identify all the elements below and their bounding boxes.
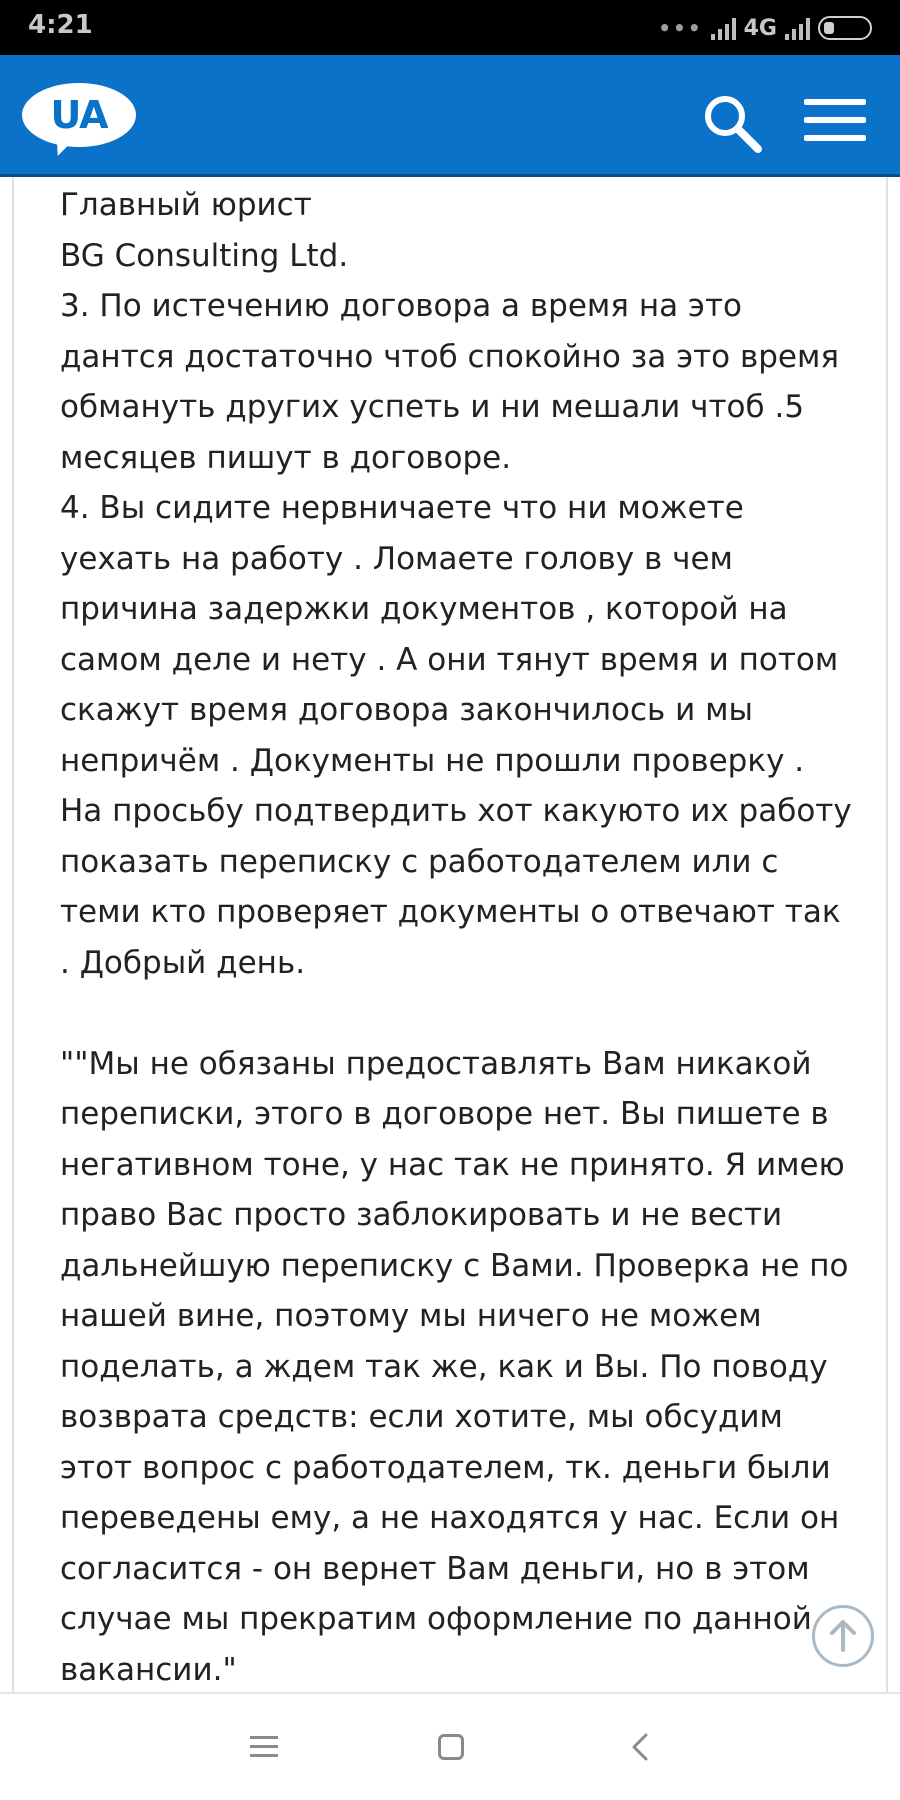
article-paragraph: На просьбу подтвердить хот какуюто их работу показать переписку с работодателем или с теми кто проверяет документы о отвечают так . Добрый день.	[60, 793, 852, 981]
article-quote: ""Мы не обязаны предоставлять Вам никакой переписки, этого в договоре нет. Вы пишете в негативном тоне, у нас так не принято. Я имею право Вас просто заблокировать и не вести дальнейшую переписку с Вами. Проверка не по нашей вине, поэтому мы ничего не можем поделать, а ждем так же, как и Вы. По поводу возврата средств: если хотите, мы обсудим этот вопрос с работодателем, тк. деньги были переведены ему, а не находятся у нас. Если он согласится - он вернет Вам деньги, но в этом случае мы прекратим оформление по данной вакансии."	[60, 1045, 849, 1688]
site-header	[0, 55, 900, 177]
status-time: 4:21	[28, 10, 93, 40]
network-type-label: 4G	[743, 15, 777, 41]
battery-icon	[818, 16, 872, 40]
article-paragraph: BG Consulting Ltd.	[60, 237, 349, 274]
arrow-up-circle-icon	[815, 1608, 871, 1664]
more-dots-icon: •••	[658, 16, 703, 40]
back-chevron-icon[interactable]	[628, 1732, 652, 1762]
article-body	[60, 180, 860, 1695]
status-bar	[0, 0, 900, 55]
home-square-icon[interactable]	[438, 1734, 464, 1760]
system-nav-bar	[0, 1692, 900, 1800]
search-icon[interactable]	[700, 91, 764, 155]
signal-icon-2	[785, 16, 810, 40]
paragraph-spacer	[60, 988, 860, 1039]
article-paragraph: Главный юрист	[60, 187, 312, 223]
site-logo[interactable]	[22, 83, 138, 157]
logo-text: UA	[50, 93, 108, 137]
hamburger-menu-icon[interactable]	[800, 95, 870, 145]
article-paragraph: 4. Вы сидите нервничаете что ни можете уехать на работу . Ломаете голову в чем причина задержки документов , которой на самом деле и нету . А они тянут время и потом скажут время договора закончилось и мы непричём . Документы не прошли проверку .	[60, 490, 839, 779]
logo-tail	[52, 133, 76, 159]
signal-icon	[711, 16, 736, 40]
status-indicators	[658, 12, 872, 44]
scroll-to-top-button[interactable]	[812, 1605, 874, 1667]
article-paragraph: 3. По истечению договора а время на это дантся достаточно чтоб спокойно за это время обмануть других успеть и ни мешали чтоб .5 месяцев пишут в договоре.	[60, 288, 840, 476]
recent-apps-icon[interactable]	[250, 1734, 280, 1760]
